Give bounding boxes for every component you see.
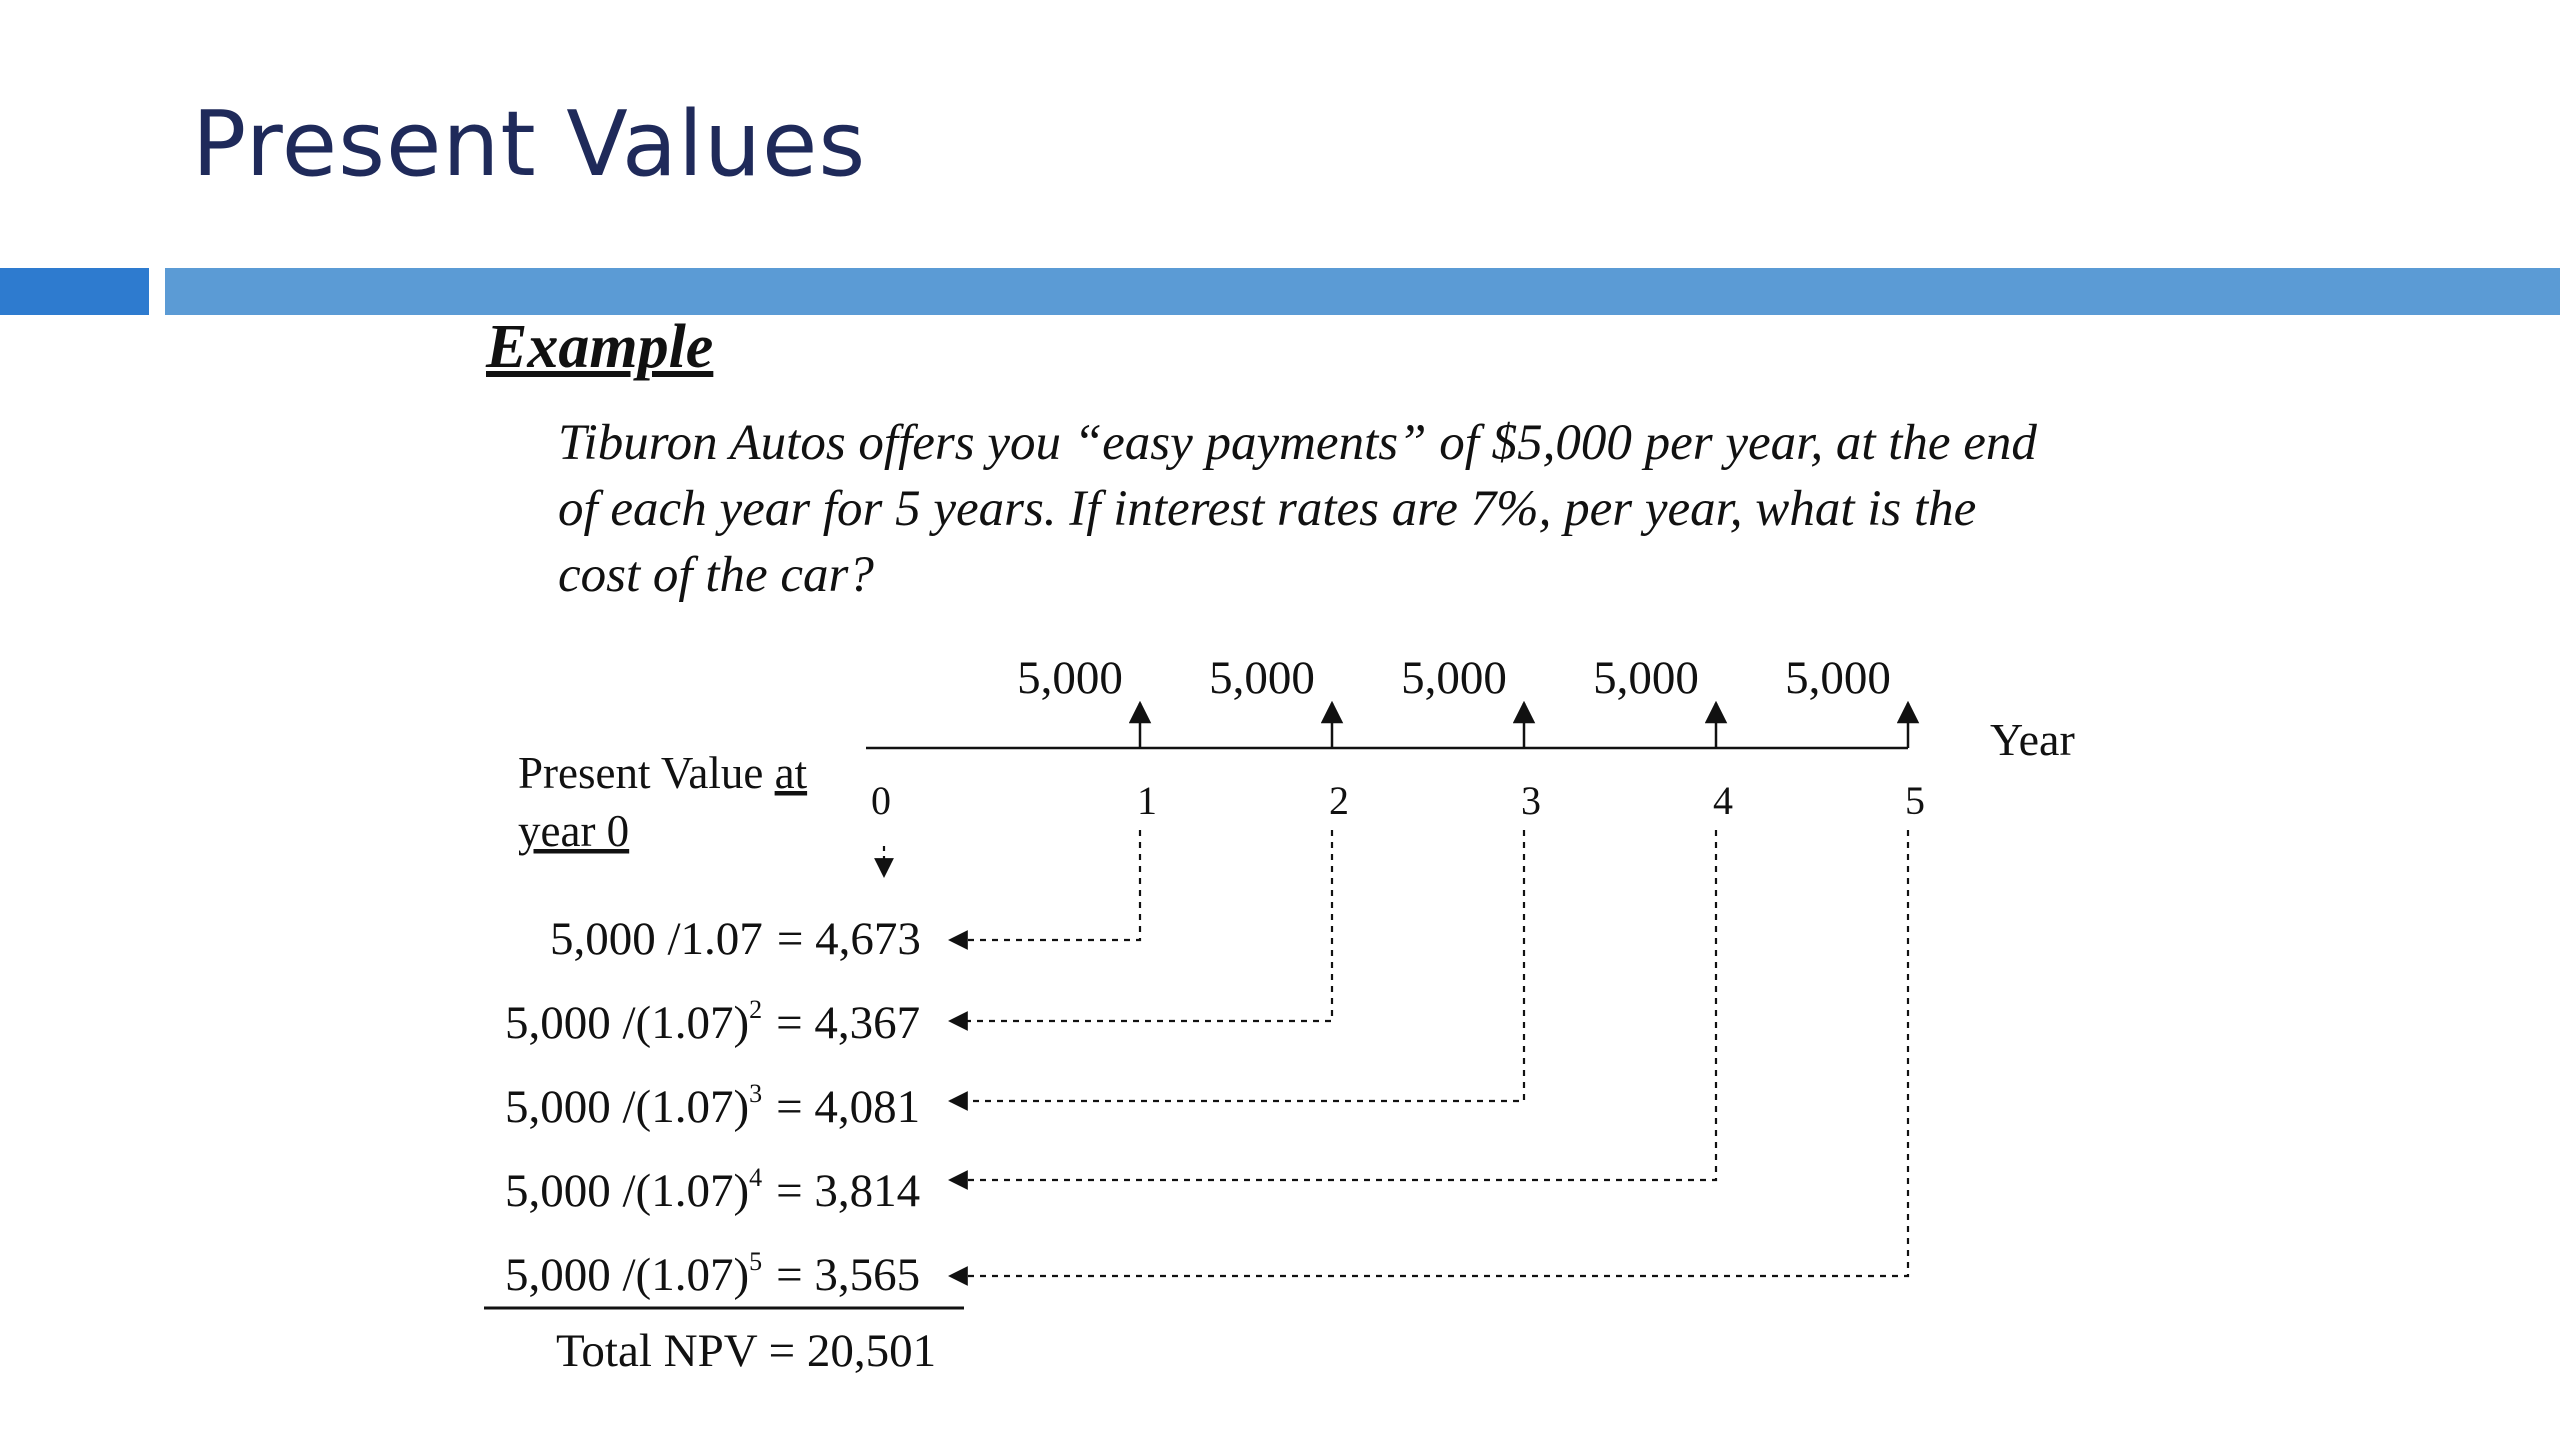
- cash-flow-label-5: 5,000: [1785, 652, 1891, 704]
- year-label-3: 3: [1521, 778, 1541, 823]
- present-value-label: [518, 748, 808, 798]
- pv-row-result: = 4,367: [776, 997, 921, 1049]
- pv-row-exponent: 4: [749, 1163, 763, 1192]
- pv-row-formula: 5,000 /(1.07): [505, 1081, 750, 1133]
- problem-line: Tiburon Autos offers you “easy payments” of $5,000 per year, at the end: [558, 415, 2037, 471]
- pv-row-formula: 5,000 /(1.07): [505, 1165, 750, 1217]
- pv-row-year-2: [505, 995, 920, 1049]
- problem-line: of each year for 5 years. If interest rates are 7%, per year, what is the: [558, 481, 1977, 537]
- discount-connector-year-3: [950, 830, 1524, 1101]
- cash-flow-label-1: 5,000: [1017, 652, 1123, 704]
- year-label-4: 4: [1713, 778, 1733, 823]
- pv-row-exponent: 2: [749, 995, 763, 1024]
- present-value-label-text: Present Value: [518, 748, 775, 798]
- discount-connector-year-5: [950, 830, 1908, 1276]
- pv-row-exponent: 3: [749, 1079, 763, 1108]
- year-label-2: 2: [1329, 778, 1349, 823]
- pv-row-formula: 5,000 /1.07: [550, 913, 763, 965]
- cash-flow-label-4: 5,000: [1593, 652, 1699, 704]
- slide-title: Present Values: [192, 92, 867, 197]
- pv-row-year-5: [505, 1247, 920, 1301]
- pv-row-result: = 4,673: [776, 913, 921, 965]
- pv-row-formula: 5,000 /(1.07): [505, 1249, 750, 1301]
- year-label-1: 1: [1137, 778, 1157, 823]
- cash-flow-label-2: 5,000: [1209, 652, 1315, 704]
- pv-row-result: = 4,081: [776, 1081, 921, 1133]
- pv-row-year-4: [505, 1163, 920, 1217]
- example-heading: Example: [486, 313, 714, 381]
- pv-row-year-1: [550, 913, 921, 965]
- pv-row-result: = 3,814: [776, 1165, 921, 1217]
- total-npv: Total NPV = 20,501: [556, 1325, 937, 1377]
- problem-line: cost of the car?: [558, 547, 874, 603]
- pv-row-year-3: [505, 1079, 920, 1133]
- cash-flow-label-3: 5,000: [1401, 652, 1507, 704]
- pv-row-formula: 5,000 /(1.07): [505, 997, 750, 1049]
- discount-connector-year-1: [950, 830, 1140, 940]
- axis-label-year: Year: [1990, 714, 2075, 765]
- present-value-label-year: year 0: [518, 806, 630, 856]
- present-value-label-at: at: [774, 748, 808, 798]
- year-label-0: 0: [871, 778, 891, 823]
- year-label-5: 5: [1905, 778, 1925, 823]
- pv-row-exponent: 5: [749, 1247, 763, 1276]
- pv-row-result: = 3,565: [776, 1249, 921, 1301]
